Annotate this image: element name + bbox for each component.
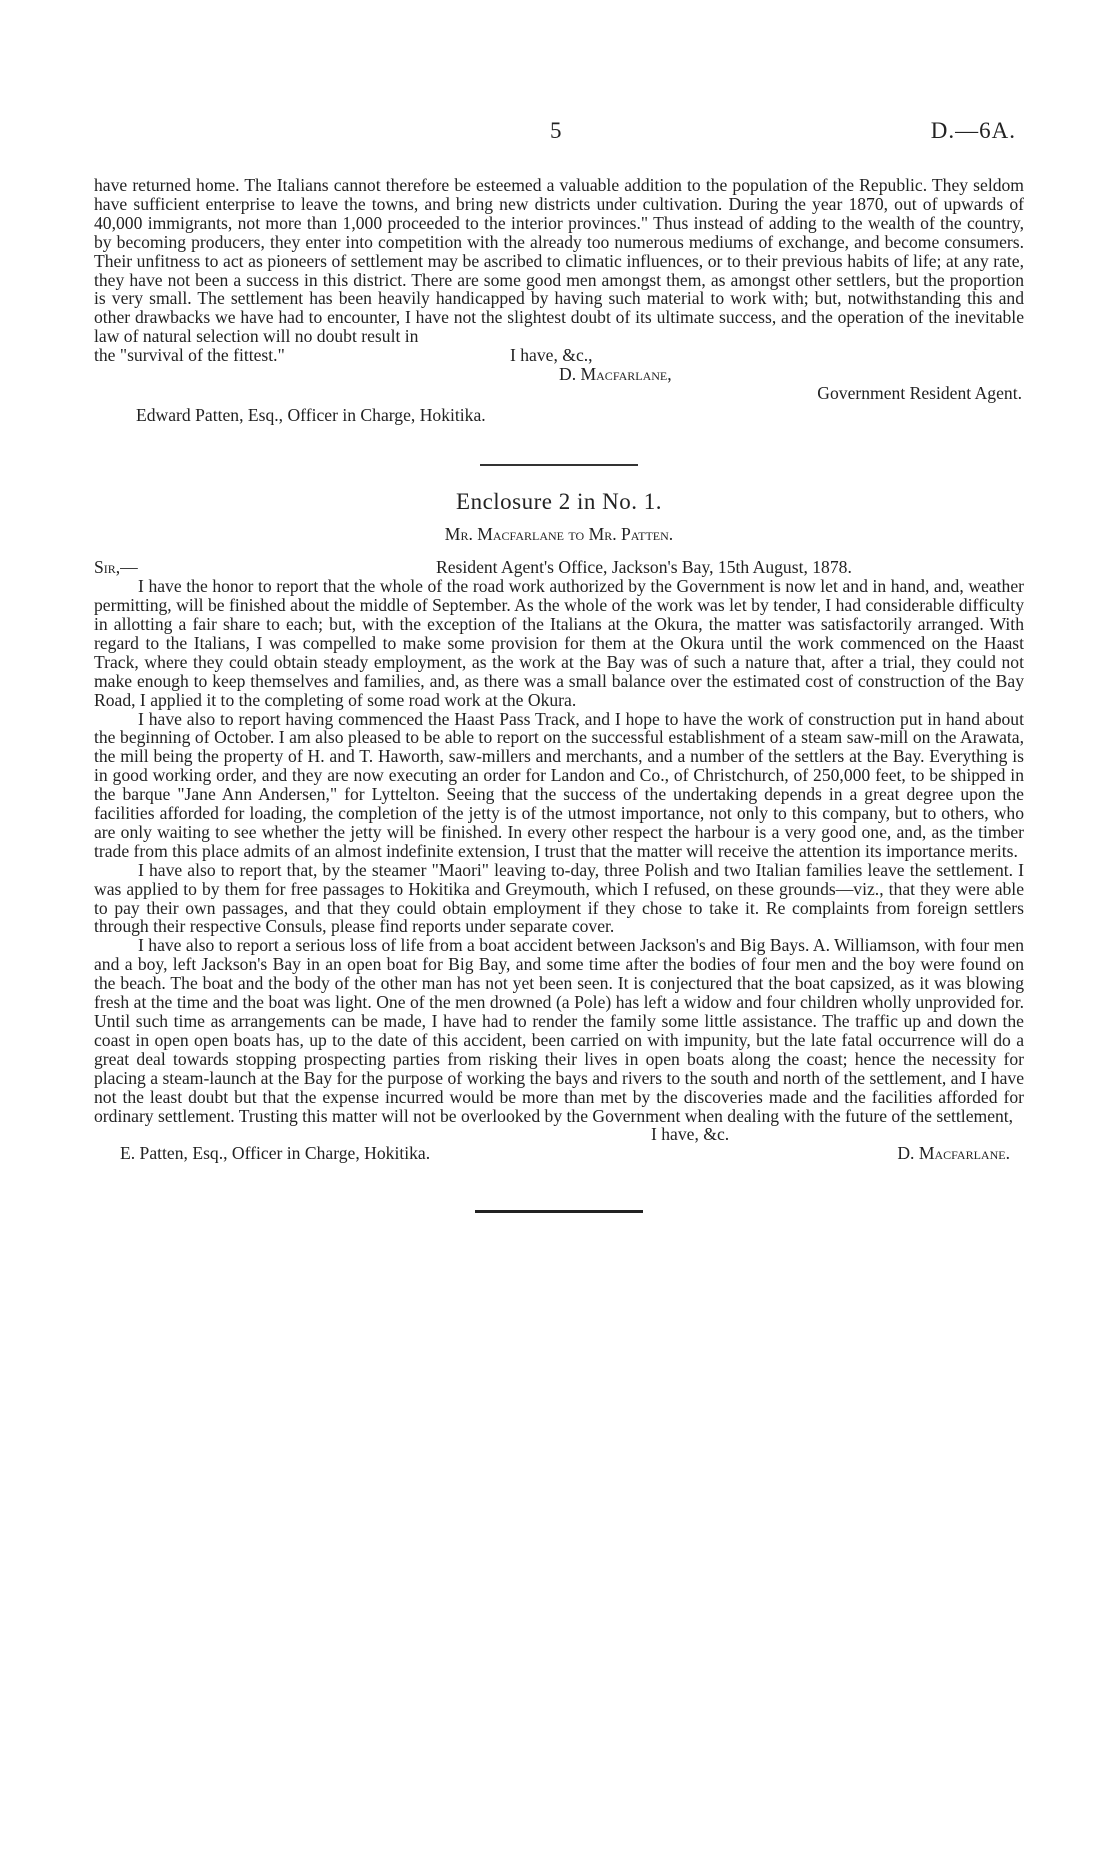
place-date: Resident Agent's Office, Jackson's Bay, 15th August, 1878. [436,557,852,578]
page-number: 5 [550,118,562,143]
document-code: D.—6A. [930,118,1016,143]
letter-signer: D. Macfarlane, [559,364,672,385]
signer-row [94,365,1024,384]
salutation: Sir,— [94,557,138,578]
enclosure-signoff-row [94,1144,1024,1163]
page-header [0,118,1114,148]
letter-addressee: Edward Patten, Esq., Officer in Charge, Hokitika. [136,405,486,426]
paragraph: I have also to report a serious loss of life from a boat accident between Jackson's and Big Bays. A. Williamson, with four men and a boy, left Jackson's Bay in an open boat for Big Bay, and some time after the bodies of four men and the boy were found on the beach. The boat and the body of the other man has not yet been seen. It is conjectured that the boat capsized, as it was blowing fresh at the time and the boat was light. One of the men drowned (a Pole) has left a widow and four children wholly unprovided for. Until such time as arrangements can be made, I have had to render the family some little assistance. The traffic up and down the coast in open open boats has, up to the date of this accident, been carried on with impunity, but the late fatal occurrence will do a great deal towards stopping prospecting parties from risking their lives in open boats along the coast; hence the necessity for placing a steam-launch at the Bay for the purpose of working the bays and rivers to the south and north of the settlement, and I have not the least doubt but that the expense incurred would be more than met by the discoveries made and the facilities afforded for ordinary settlement. Trusting this matter will not be overlooked by the Government when dealing with the future of the settlement, [94,935,1024,1126]
enclosure-subtitle: Mr. Macfarlane to Mr. Patten. [444,524,674,545]
addressee-row [94,406,1024,425]
paragraph: I have also to report that, by the steamer "Maori" leaving to-day, three Polish and two Italian families leave the settlement. I was applied to by them for free passages to Hokitika and Greymouth, which I refused, on these grounds—viz., that they were able to pay their own passages, and that they could obtain employment if they chose to take it. Re complaints from foreign settlers through their respective Consuls, please find reports under separate cover. [94,859,1024,937]
paragraph: I have also to report having commenced the Haast Pass Track, and I hope to have the work of construction put in hand about the beginning of October. I am also pleased to be able to report on the successful establishment of a steam saw-mill on the Arawata, the mill being the property of H. and T. Haworth, saw-millers and merchants, and a number of the settlers at the Bay. Everything is in good working order, and they are now executing an order for Landon and Co., of Christchurch, of 250,000 feet, to be shipped in the barque "Jane Ann Andersen," for Lyttelton. Seeing that the success of the undertaking depends in a great degree upon the facilities afforded for loading, the completion of the jetty is of the utmost importance, not only to this company, but to others, who are only waiting to see whether the jetty will be finished. In every other respect the harbour is a very good one, and, as the timber trade from this place admits of an almost indefinite extension, I trust that the matter will receive the attention its importance merits. [94,708,1024,861]
section-divider [480,464,638,466]
letter-closing-row [94,346,1024,365]
address-line [94,558,1024,577]
end-divider [475,1210,643,1213]
letter-signer-title: Government Resident Agent. [817,383,1022,404]
paragraph: I have the honor to report that the whole of the road work authorized by the Government is now let and in hand, and, weather permitting, will be finished about the middle of September. As the whole of the work was let by tender, I had considerable difficulty in allotting a fair share to each; but, with the exception of the Italians at the Okura, the matter was satisfactorily arranged. With regard to the Italians, I was compelled to make some provision for them at the Okura until the work commenced on the Haast Track, where they could obtain steady employment, as the work at the Bay was of such a nature that, after a trial, they could not make enough to keep themselves and families, and, as there was a small balance over the estimated cost of construction of the Bay Road, I applied it to the completing of some road work at the Okura. [94,576,1024,710]
enclosure-closing-row [94,1125,1024,1144]
enclosure-title: Enclosure 2 in No. 1. [456,489,662,515]
enclosure-addressee: E. Patten, Esq., Officer in Charge, Hokitika. [120,1143,431,1164]
letter-last-line: the "survival of the fittest." [94,345,285,366]
enclosure-signer: D. Macfarlane. [897,1143,1010,1164]
page-content [94,176,1024,1213]
letter-closing: I have, &c., [510,345,593,366]
letter-body: have returned home. The Italians cannot therefore be esteemed a valuable addition to the population of the Republic. They seldom have sufficient enterprise to leave the towns, and bring new districts under cultivation. During the year 1870, out of upwards of 40,000 immigrants, not more than 1,000 proceeded to the interior provinces." Thus instead of adding to the wealth of the country, by becoming producers, they enter into competition with the already too numerous mediums of exchange, and become consumers. Their unfitness to act as pioneers of settlement may be ascribed to climatic influences, or to their previous habits of life; at any rate, they have not been a success in this district. There are some good men amongst them, as amongst other settlers, but the proportion is very small. The settlement has been heavily handicapped by having such material to work with; but, notwithstanding this and other drawbacks we have had to encounter, I have not the slightest doubt of its ultimate success, and the operation of the inevitable law of natural selection will no doubt result in [94,175,1024,347]
signer-title-row [94,384,1024,403]
enclosure-closing: I have, &c. [651,1124,730,1145]
